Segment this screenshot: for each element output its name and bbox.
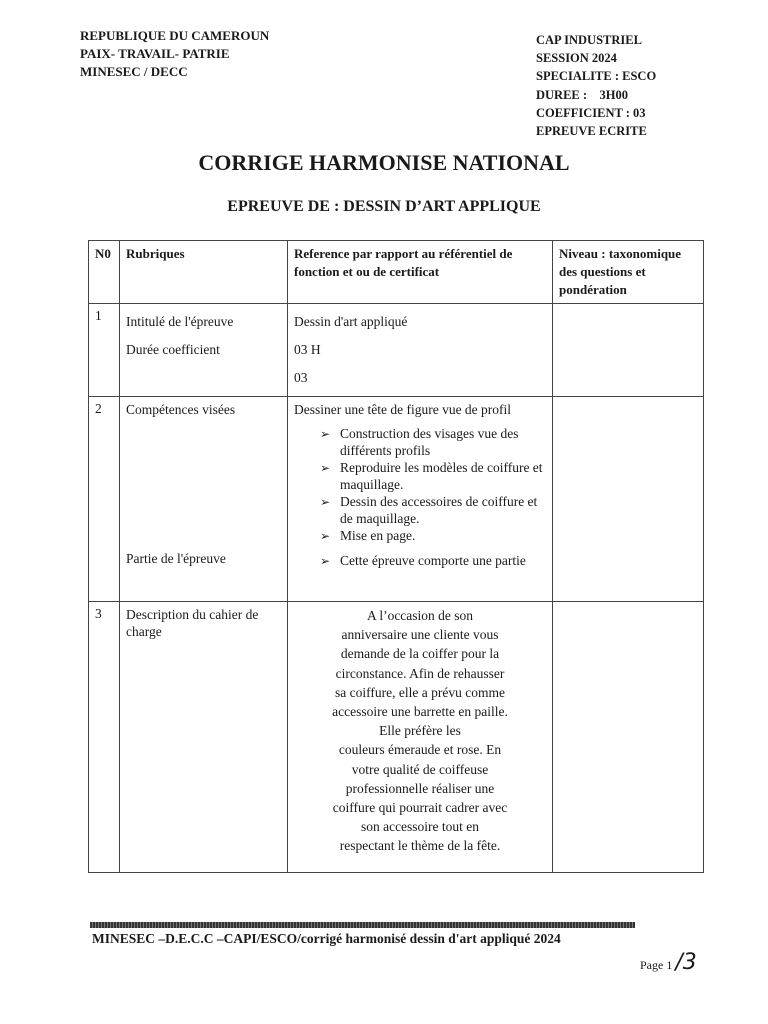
- rubrique-title: Intitulé de l'épreuve: [126, 314, 234, 329]
- arrow-bullet-icon: ➢: [320, 427, 331, 441]
- description-line: coiffure qui pourrait cadrer avec: [332, 800, 508, 816]
- page-number: [640, 950, 697, 975]
- page-subtitle: EPREUVE DE : DESSIN D’ART APPLIQUE: [227, 198, 541, 215]
- description-line: sa coiffure, elle a prévu comme: [335, 684, 505, 700]
- exam-type: EPREUVE ECRITE: [536, 124, 647, 139]
- col-header-rubriques: Rubriques: [120, 241, 288, 304]
- arrow-bullet-icon: ➢: [320, 461, 331, 475]
- description-line: professionnelle réaliser une: [345, 780, 495, 796]
- table-header-row: [89, 241, 704, 304]
- exam-session: SESSION 2024: [536, 51, 617, 66]
- list-item: ➢ Reproduire les modèles de coiffure et maquillage.: [320, 460, 543, 492]
- rubrique-competences: Compétences visées: [126, 402, 236, 417]
- list-item: ➢ Cette épreuve comporte une partie: [320, 552, 526, 568]
- row-number: 3: [89, 602, 120, 873]
- reference-cell: [288, 397, 553, 602]
- col-header-niveau: Niveau : taxonomique des questions et pondération: [553, 241, 704, 304]
- partie-list: [294, 553, 546, 570]
- description-line: votre qualité de coiffeuse: [351, 761, 489, 777]
- description-line: son accessoire tout en: [360, 819, 480, 835]
- arrow-bullet-icon: ➢: [320, 529, 331, 543]
- reference-duration: 03 H: [294, 342, 321, 357]
- rubrique-cell: [120, 397, 288, 602]
- list-item: ➢ Mise en page.: [320, 528, 416, 543]
- rubrique-partie: Partie de l'épreuve: [126, 551, 226, 566]
- page-title: CORRIGE HARMONISE NATIONAL: [198, 150, 570, 175]
- reference-cell: [288, 602, 553, 873]
- list-item: ➢ Dessin des accessoires de coiffure et de maquillage.: [320, 494, 538, 526]
- page-total-handwritten: /3: [675, 950, 697, 975]
- page-label: Page 1: [640, 958, 673, 972]
- table-row: [89, 602, 704, 873]
- row-number: 2: [89, 397, 120, 602]
- header-motto: PAIX- TRAVAIL- PATRIE: [80, 46, 230, 61]
- reference-title: Dessin d'art appliqué: [294, 314, 408, 329]
- exam-duration: DUREE : 3H00: [536, 87, 629, 102]
- description-line: respectant le thème de la fête.: [339, 838, 501, 854]
- description-line: circonstance. Afin de rehausser: [335, 665, 505, 681]
- list-item: ➢ Construction des visages vue des différents profils: [320, 426, 519, 458]
- table-row: [89, 397, 704, 602]
- exam-specialty: SPECIALITE : ESCO: [536, 69, 657, 84]
- header-right: [536, 31, 656, 140]
- rubrics-table: [88, 240, 704, 873]
- exam-coefficient: COEFFICIENT : 03: [536, 105, 646, 120]
- niveau-cell: [553, 304, 704, 397]
- reference-cell: [288, 304, 553, 397]
- col-header-reference: Reference par rapport au référentiel de fonction et ou de certificat: [288, 241, 553, 304]
- footer-text: MINESEC –D.E.C.C –CAPI/ESCO/corrigé harmonisé dessin d'art appliqué 2024: [92, 931, 561, 946]
- header-ministry: MINESEC / DECC: [80, 64, 188, 79]
- description-line: accessoire une barrette en paille.: [332, 704, 508, 720]
- row-number: 1: [89, 304, 120, 397]
- table-row: [89, 304, 704, 397]
- niveau-cell: [553, 602, 704, 873]
- rubrique-cell: [120, 602, 288, 873]
- competence-list: [294, 426, 546, 545]
- description-line: demande de la coiffer pour la: [340, 646, 500, 662]
- description-line: anniversaire une cliente vous: [341, 627, 499, 643]
- footer-divider: [90, 922, 635, 928]
- header-country: REPUBLIQUE DU CAMEROUN: [80, 28, 270, 43]
- col-header-no: N0: [89, 241, 120, 304]
- arrow-bullet-icon: ➢: [320, 553, 331, 568]
- exam-name: CAP INDUSTRIEL: [536, 33, 642, 47]
- niveau-cell: [553, 397, 704, 602]
- rubrique-duration: Durée coefficient: [126, 342, 220, 357]
- reference-coefficient: 03: [294, 370, 308, 385]
- rubrique-cell: [120, 304, 288, 397]
- competence-intro: Dessiner une tête de figure vue de profil: [294, 402, 512, 417]
- description-line: A l’occasion de son: [366, 608, 474, 623]
- description-line: couleurs émeraude et rose. En: [338, 742, 502, 758]
- rubrique-description: Description du cahier de charge: [126, 607, 259, 639]
- header-left: [80, 27, 269, 81]
- description-line: Elle préfère les: [379, 723, 461, 739]
- arrow-bullet-icon: ➢: [320, 495, 331, 509]
